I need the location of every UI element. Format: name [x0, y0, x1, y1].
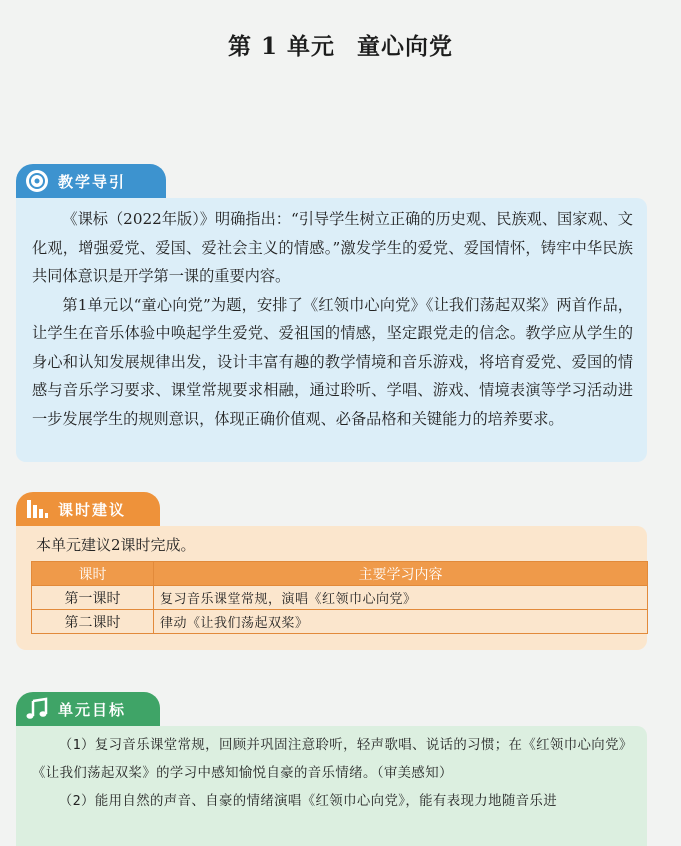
table-cell: 律动《让我们荡起双桨》 [154, 610, 648, 634]
table-header: 课时 [32, 562, 154, 586]
section-heading: 教学导引 [58, 172, 127, 191]
goals-box [16, 726, 647, 846]
page-title [0, 28, 681, 61]
table-cell: 第一课时 [32, 586, 154, 610]
guide-paragraph: 《课标（2022年版）》明确指出：“引导学生树立正确的历史观、民族观、国家观、文化观，增强爱党、爱国、爱社会主义的情感。”激发学生的爱党、爱国情怀，铸牢中华民族共同体意识是开学第一课的重要内容。 [32, 210, 633, 285]
table-cell: 第二课时 [32, 610, 154, 634]
section-tab-goals [16, 692, 160, 726]
lesson-box [16, 526, 647, 650]
unit-name: 童心向党 [357, 33, 454, 60]
section-tab-lesson [16, 492, 160, 526]
guide-paragraph: 第1单元以“童心向党”为题，安排了《红领巾心向党》《让我们荡起双桨》两首作品，让学生在音乐体验中唤起学生爱党、爱祖国的情感，坚定跟党走的信念。教学应从学生的身心和认知发展规律出发，设计丰富有趣的教学情境和音乐游戏，将培育爱党、爱国的情感与音乐学习要求、课堂常规要求相融，通过聆听、学唱、游戏、情境表演等学习活动进一步发展学生的规则意识，体现正确价值观、必备品格和关键能力的培养要求。 [32, 295, 633, 428]
disc-icon [24, 168, 50, 194]
section-heading: 单元目标 [58, 700, 127, 719]
table-header: 主要学习内容 [154, 562, 648, 586]
unit-number: 第 1 单元 [227, 33, 336, 60]
music-note-icon [24, 696, 50, 722]
goal-item: （1）复习音乐课堂常规，回顾并巩固注意聆听，轻声歌唱、说话的习惯；在《红领巾心向党》《让我们荡起双桨》的学习中感知愉悦自豪的音乐情绪。（审美感知） [32, 738, 633, 781]
section-tab-guide [16, 164, 166, 198]
table-row [32, 610, 648, 634]
lesson-table [31, 561, 648, 634]
table-cell: 复习音乐课堂常规，演唱《红领巾心向党》 [154, 586, 648, 610]
bar-chart-icon [24, 496, 50, 522]
guide-box [16, 198, 647, 462]
section-heading: 课时建议 [58, 500, 127, 519]
table-row [32, 586, 648, 610]
lesson-note: 本单元建议2课时完成。 [36, 536, 196, 554]
goal-item: （2）能用自然的声音、自豪的情绪演唱《红领巾心向党》，能有表现力地随音乐进 [58, 794, 558, 809]
